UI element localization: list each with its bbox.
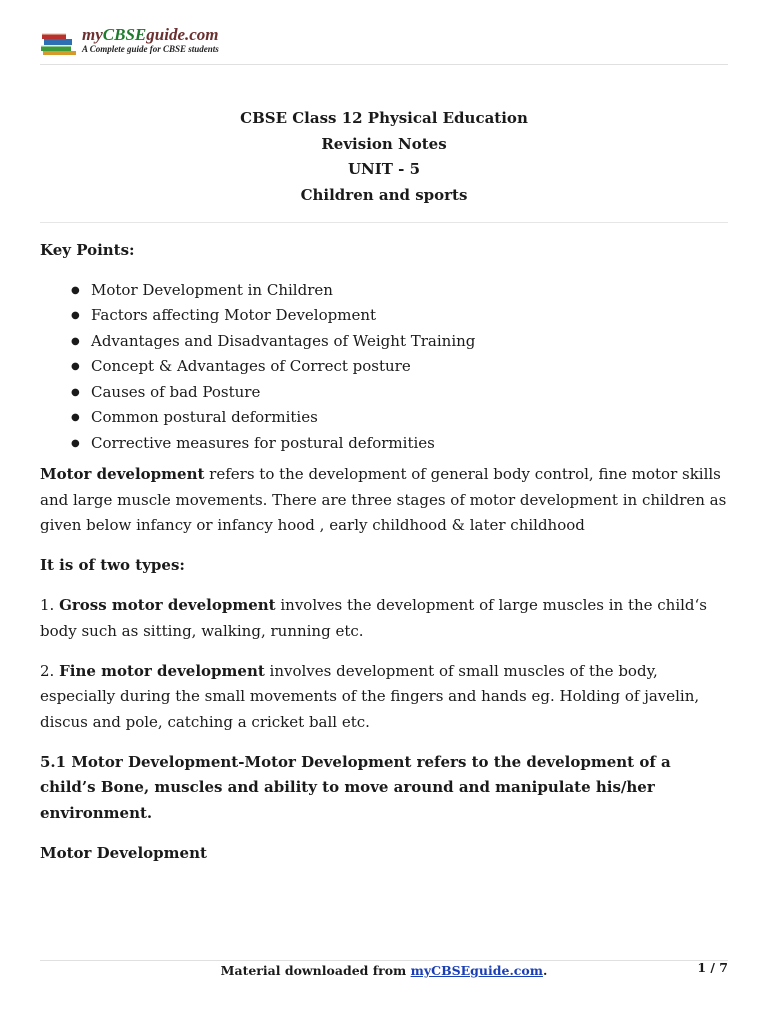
footer-divider bbox=[40, 960, 728, 961]
list-item: ● Factors affecting Motor Development bbox=[40, 303, 730, 329]
section-5-1: 5.1 Motor Development-Motor Development refers to the development of a child’s Bone, muscles and ability to move around and manipulate his/her environment. bbox=[40, 752, 671, 822]
title-divider bbox=[40, 222, 728, 223]
title-line-3: UNIT - 5 bbox=[347, 160, 421, 178]
books-icon bbox=[40, 30, 78, 56]
title-line-4: Children and sports bbox=[300, 185, 468, 204]
logo-tagline: A Complete guide for CBSE students bbox=[82, 44, 219, 54]
list-item: ● Advantages and Disadvantages of Weight Training bbox=[40, 329, 730, 355]
mycbseguide-logo[interactable] bbox=[40, 26, 250, 60]
term-motor-development: Motor development bbox=[40, 465, 205, 483]
mycbseguide-link[interactable]: myCBSEguide.com bbox=[410, 963, 543, 978]
list-item: ● Concept & Advantages of Correct posture bbox=[40, 354, 730, 380]
list-item: ● Motor Development in Children bbox=[40, 278, 730, 304]
motor-development-heading: Motor Development bbox=[40, 843, 207, 862]
page-header bbox=[40, 26, 728, 65]
logo-wordmark: myCBSEguide.com bbox=[82, 25, 219, 44]
term-fine-motor: Fine motor development bbox=[59, 661, 265, 680]
list-item: ● Causes of bad Posture bbox=[40, 380, 730, 406]
title-line-1: CBSE Class 12 Physical Education bbox=[240, 109, 528, 127]
term-gross-motor: Gross motor development bbox=[59, 596, 276, 614]
document-title bbox=[40, 106, 728, 208]
key-points-heading: Key Points: bbox=[40, 241, 135, 259]
two-types-heading: It is of two types: bbox=[40, 556, 185, 574]
title-line-2: Revision Notes bbox=[321, 134, 447, 153]
list-item: ● Common postural deformities bbox=[40, 405, 730, 431]
key-points-list bbox=[40, 278, 730, 457]
gross-motor-paragraph: 1. Gross motor development involves the development of large muscles in the child‘s body such as sitting, walking, running etc. bbox=[40, 596, 708, 640]
fine-motor-paragraph: 2. Fine motor development involves development of small muscles of the body, especially during the small movements of the fingers and hands eg. Holding of javelin, discus and pole, catching a cricket ball etc. bbox=[40, 661, 700, 731]
list-item: ● Corrective measures for postural deformities bbox=[40, 431, 730, 457]
page-footer: Material downloaded from myCBSEguide.com. bbox=[220, 963, 548, 978]
page-number: 1 / 7 bbox=[697, 960, 728, 975]
document-body bbox=[40, 238, 730, 881]
motor-development-paragraph: Motor development refers to the development of general body control, fine motor skills and large muscle movements. There are three stages of motor development in children as given below infancy or infancy hood , early childhood & later childhood bbox=[40, 465, 727, 534]
